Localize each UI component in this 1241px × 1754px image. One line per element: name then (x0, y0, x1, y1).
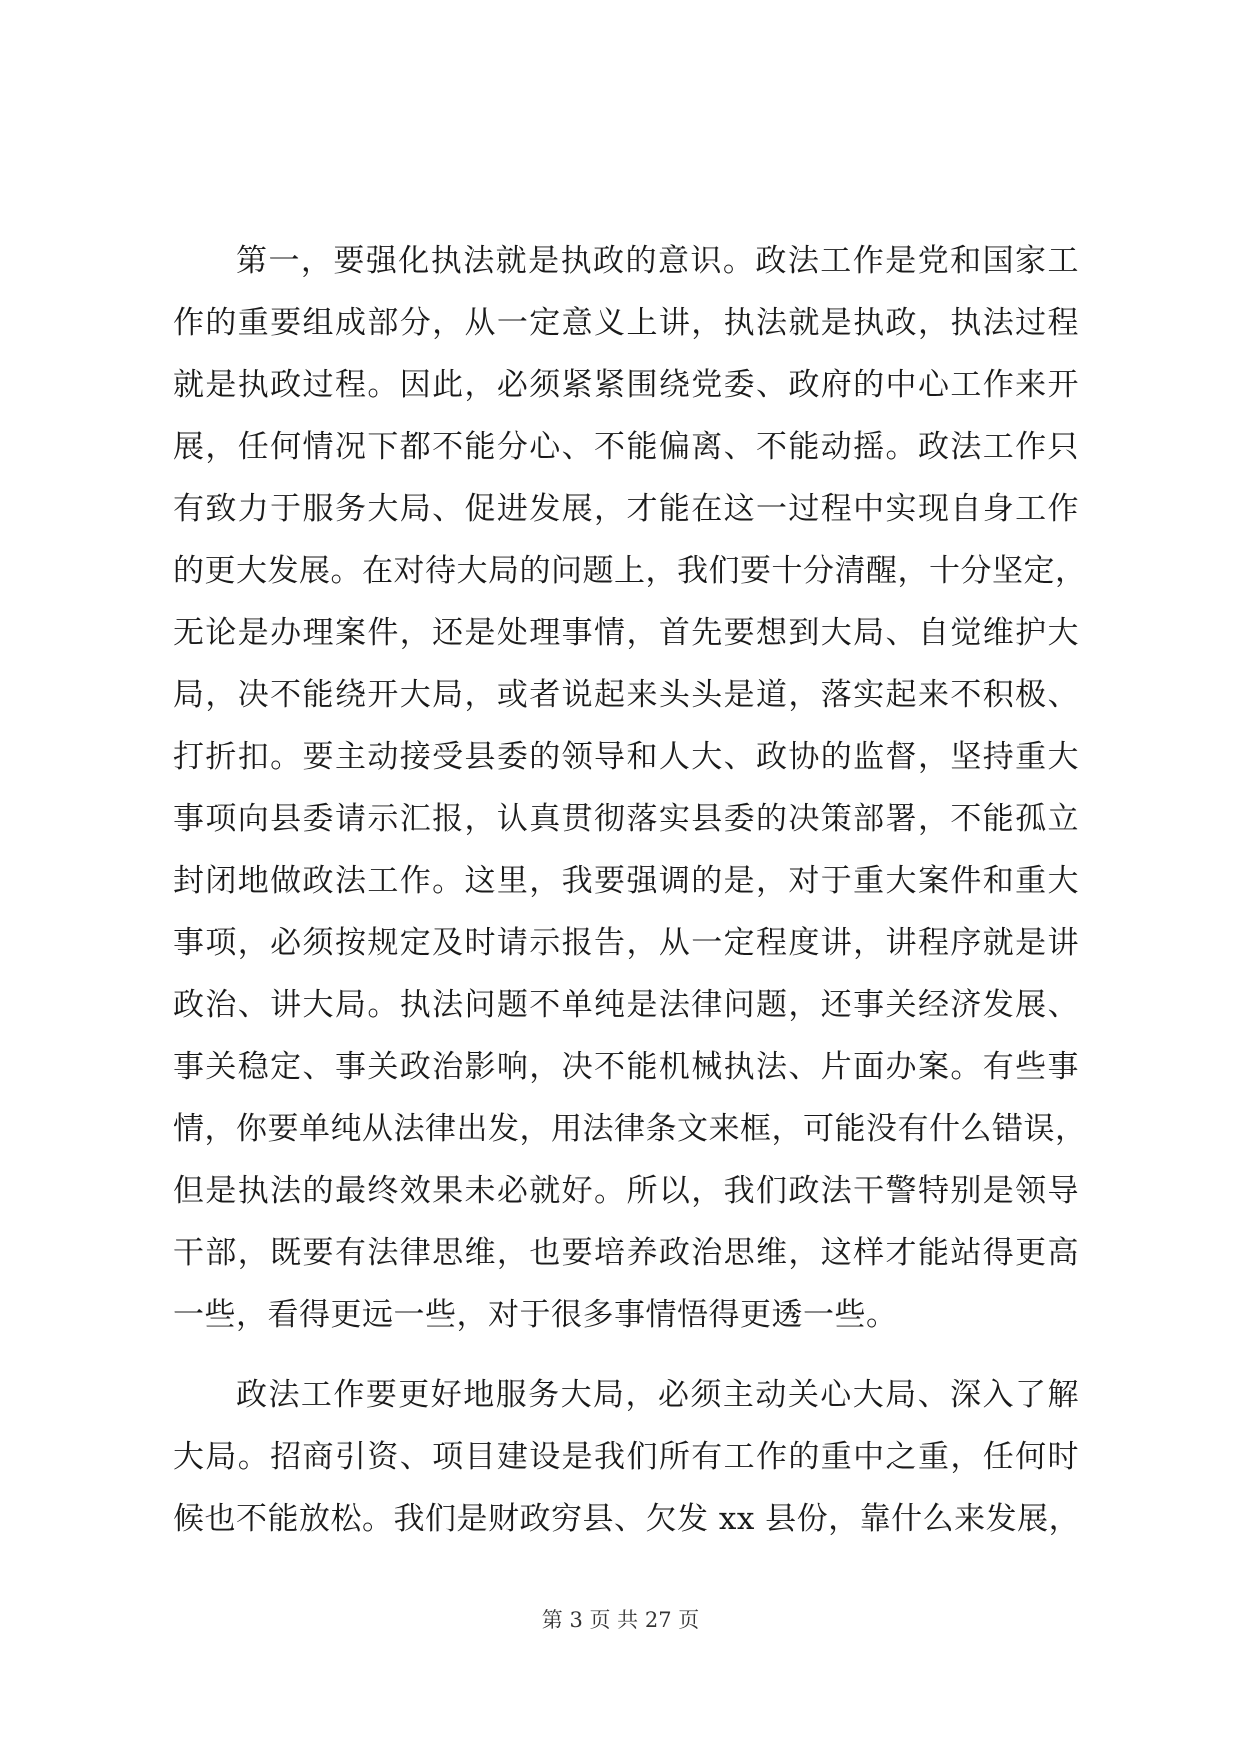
text-line: 局，决不能绕开大局，或者说起来头头是道，落实起来不积极、 (173, 677, 1079, 713)
text-line: 无论是办理案件，还是处理事情，首先要想到大局、自觉维护大 (173, 615, 1079, 651)
text-line: 干部，既要有法律思维，也要培养政治思维，这样才能站得更高 (173, 1235, 1079, 1271)
text-line: 事关稳定、事关政治影响，决不能机械执法、片面办案。有些事 (173, 1049, 1079, 1085)
paragraph (173, 1364, 1079, 1550)
paragraph (173, 230, 1087, 1346)
page-number-footer: 第 3 页 共 27 页 (541, 1608, 700, 1632)
text-line: 事项向县委请示汇报，认真贯彻落实县委的决策部署，不能孤立 (173, 801, 1079, 837)
text-line: 但是执法的最终效果未必就好。所以，我们政法干警特别是领导 (173, 1173, 1079, 1209)
text-line: 政法工作要更好地服务大局，必须主动关心大局、深入了解 (236, 1377, 1079, 1413)
text-line: 情，你要单纯从法律出发，用法律条文来框，可能没有什么错误， (173, 1111, 1087, 1147)
text-line: 作的重要组成部分，从一定意义上讲，执法就是执政，执法过程 (173, 305, 1079, 341)
text-line: 第一，要强化执法就是执政的意识。政法工作是党和国家工 (236, 243, 1079, 279)
paragraph-spacer (173, 1346, 1079, 1364)
text-line: 封闭地做政法工作。这里，我要强调的是，对于重大案件和重大 (173, 863, 1079, 899)
text-line: 有致力于服务大局、促进发展，才能在这一过程中实现自身工作 (173, 491, 1079, 527)
text-line: 政治、讲大局。执法问题不单纯是法律问题，还事关经济发展、 (173, 987, 1079, 1023)
text-line: 事项，必须按规定及时请示报告，从一定程度讲，讲程序就是讲 (173, 925, 1079, 961)
text-line: 的更大发展。在对待大局的问题上，我们要十分清醒，十分坚定， (173, 553, 1087, 589)
text-line: 候也不能放松。我们是财政穷县、欠发 xx 县份，靠什么来发展， (173, 1501, 1081, 1537)
text-line: 展，任何情况下都不能分心、不能偏离、不能动摇。政法工作只 (173, 429, 1079, 465)
document-body (173, 230, 1087, 1550)
text-line: 大局。招商引资、项目建设是我们所有工作的重中之重，任何时 (173, 1439, 1079, 1475)
text-line: 打折扣。要主动接受县委的领导和人大、政协的监督，坚持重大 (173, 739, 1079, 775)
text-line: 一些，看得更远一些，对于很多事情悟得更透一些。 (173, 1297, 898, 1333)
text-line: 就是执政过程。因此，必须紧紧围绕党委、政府的中心工作来开 (173, 367, 1079, 403)
